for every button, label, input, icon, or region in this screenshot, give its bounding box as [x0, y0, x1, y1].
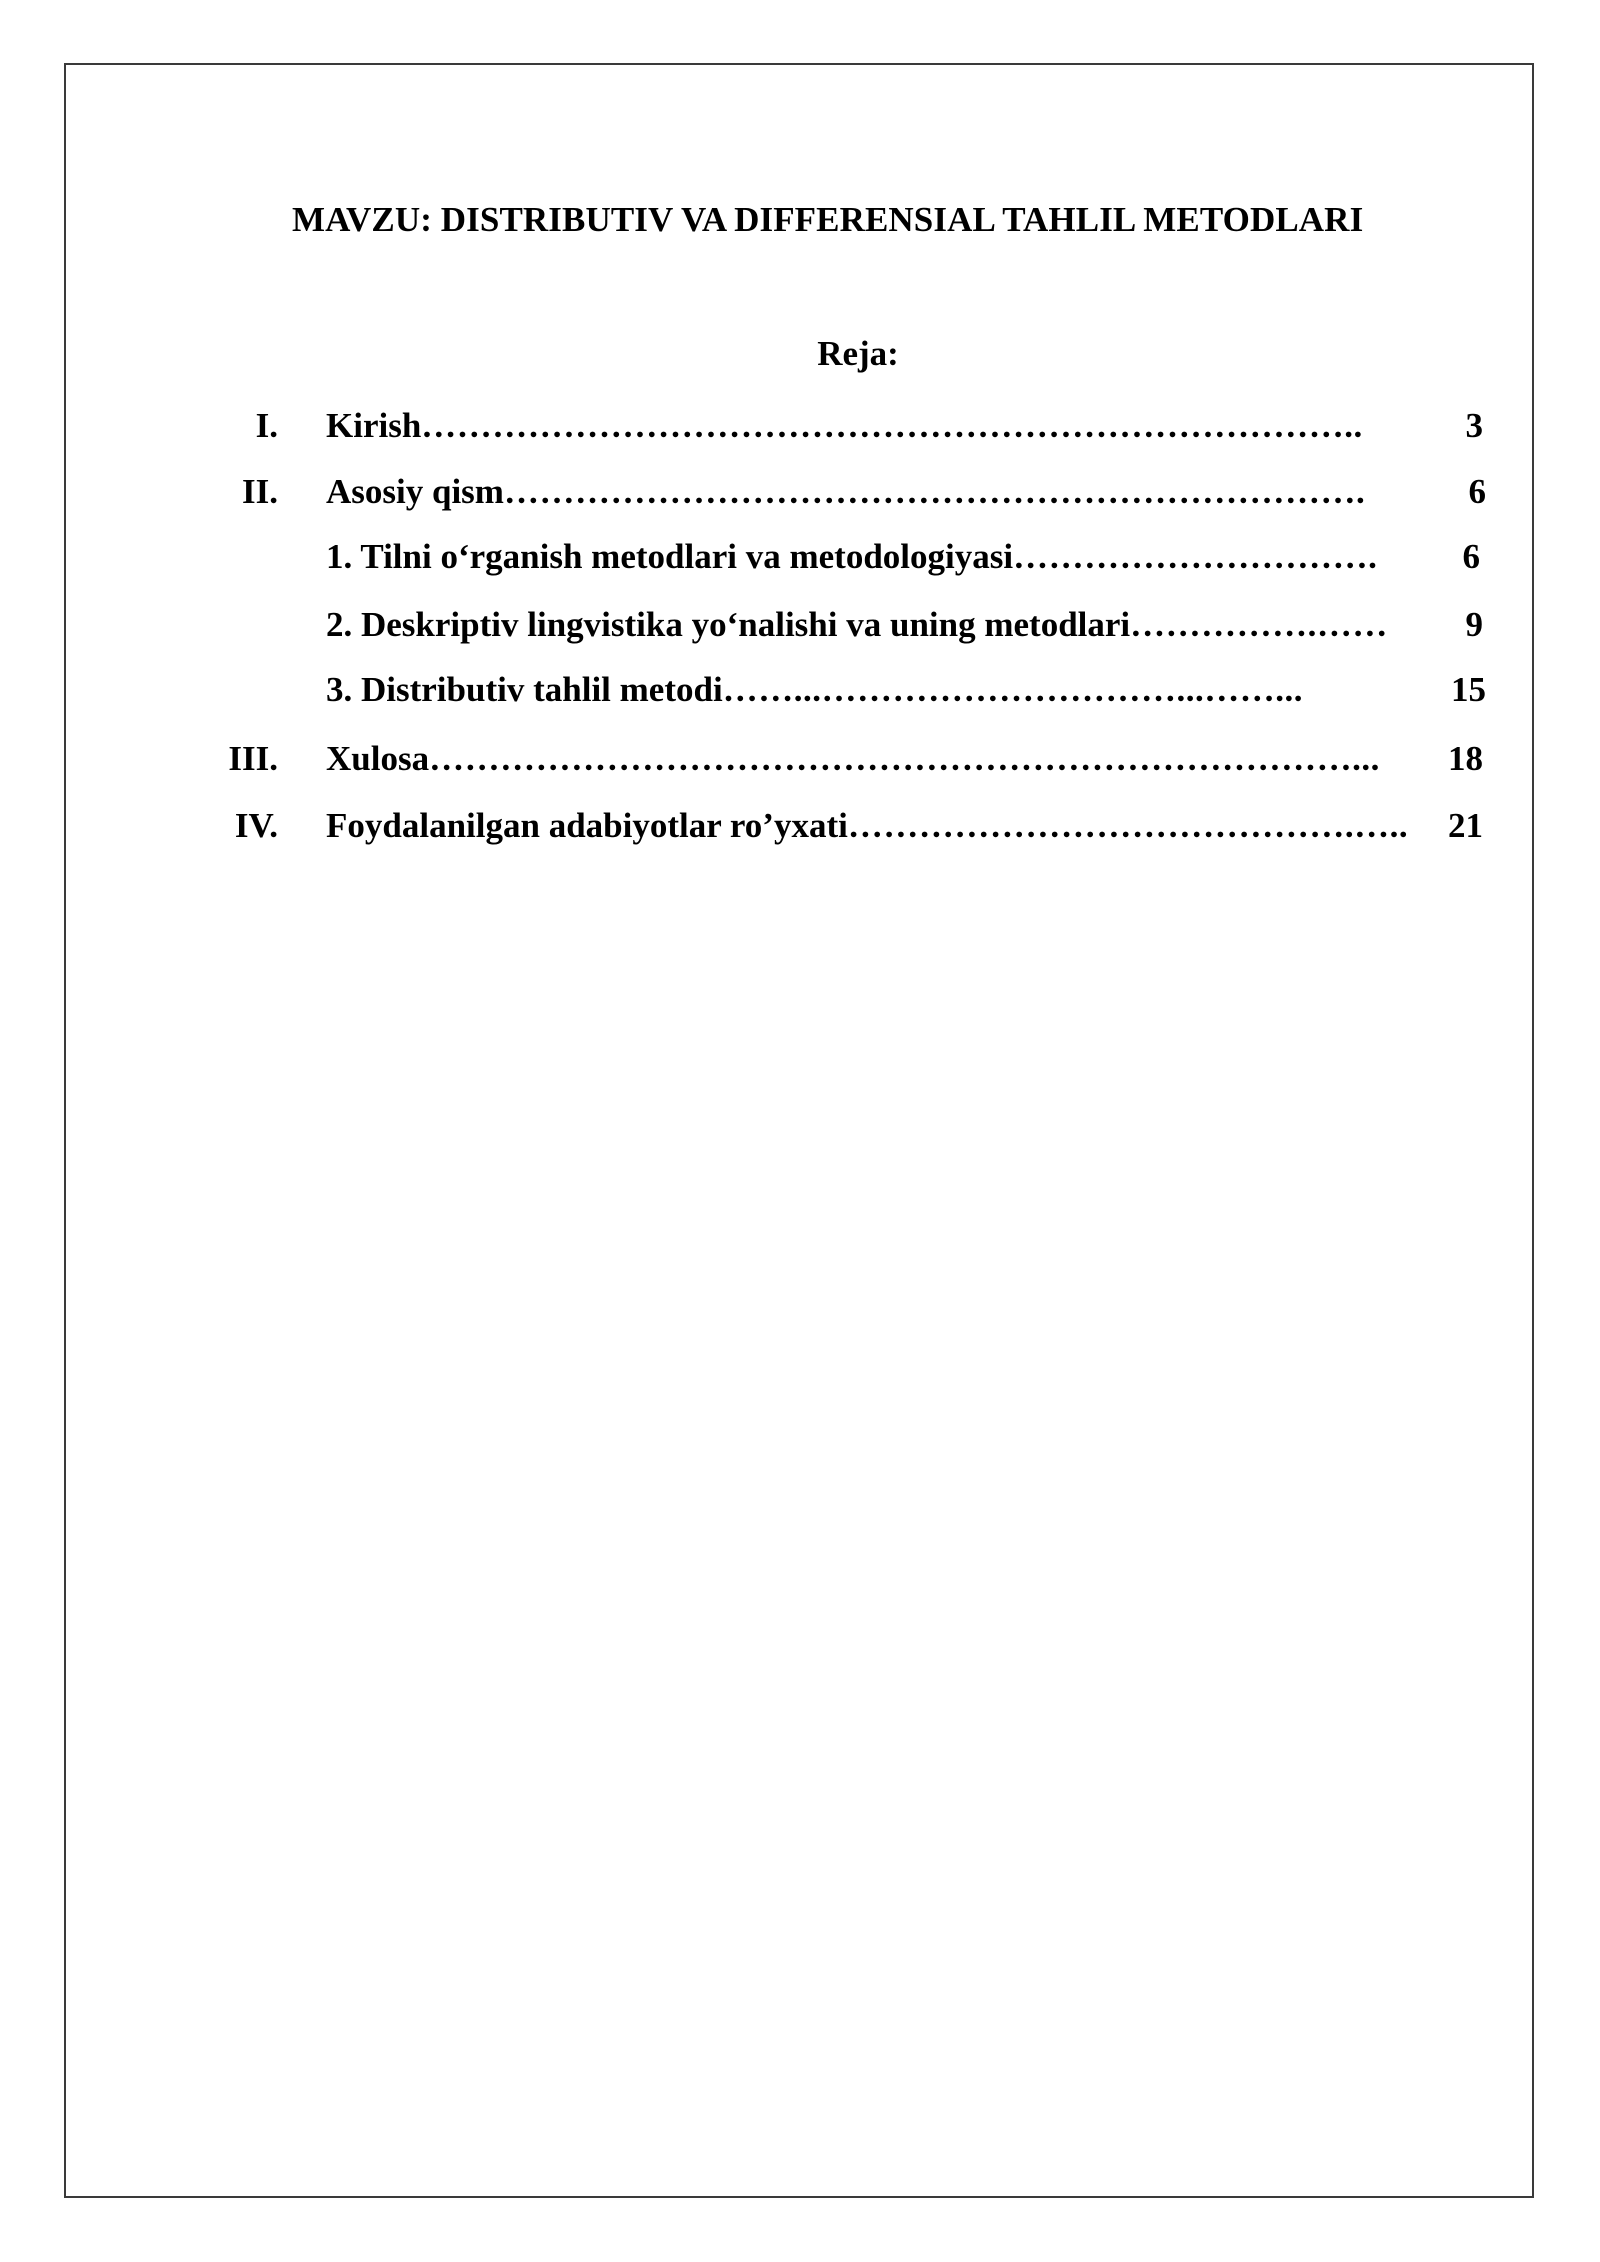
toc-page-number: 9 [1465, 605, 1483, 644]
toc-label: Xulosa [326, 739, 430, 778]
toc-label: 2. Deskriptiv lingvistika yo‘nalishi va uning metodlari [326, 605, 1131, 644]
toc-leader: …………………………. [1013, 537, 1378, 576]
toc-entry-xulosa[interactable] [326, 736, 1483, 782]
toc-leader: ………………………………………………………………. [503, 472, 1366, 511]
toc-page-number: 6 [1468, 472, 1486, 511]
toc-entry-sub-1[interactable] [326, 534, 1480, 580]
toc-label: 1. Tilni o‘rganish metodlari va metodologiyasi [326, 537, 1014, 576]
toc-leader: …………………………………………………………………….. [421, 406, 1363, 445]
toc-page-number: 21 [1448, 806, 1483, 845]
toc-label: 3. Distributiv tahlil metodi [326, 670, 723, 709]
toc-page-number: 18 [1448, 739, 1483, 778]
toc-number: I. [255, 406, 278, 445]
toc-number: III. [228, 739, 278, 778]
document-title: MAVZU: DISTRIBUTIV VA DIFFERENSIAL TAHLIL METODLARI [292, 200, 1364, 239]
toc-number: II. [242, 472, 278, 511]
toc-number: IV. [234, 806, 278, 845]
toc-entry-sub-3[interactable] [326, 667, 1486, 713]
toc-leader: …………………………………….….. [847, 806, 1409, 845]
toc-leader: ……………………………………………………………………... [429, 739, 1380, 778]
toc-entry-adabiyotlar[interactable] [326, 803, 1483, 849]
toc-entry-sub-2[interactable] [326, 602, 1483, 648]
toc-entry-asosiy-qism[interactable] [326, 469, 1486, 515]
toc-entry-kirish[interactable] [326, 403, 1483, 449]
plan-heading: Reja: [817, 334, 899, 373]
toc-page-number: 3 [1465, 406, 1483, 445]
toc-label: Foydalanilgan adabiyotlar ro’yxati [326, 806, 848, 845]
toc-page-number: 6 [1462, 537, 1480, 576]
toc-page-number: 15 [1451, 670, 1486, 709]
toc-label: Kirish [326, 406, 422, 445]
table-of-contents [0, 0, 1600, 900]
toc-leader: ……...…………………………...……... [722, 670, 1303, 709]
toc-label: Asosiy qism [326, 472, 504, 511]
toc-leader: …………….…… [1130, 605, 1388, 644]
